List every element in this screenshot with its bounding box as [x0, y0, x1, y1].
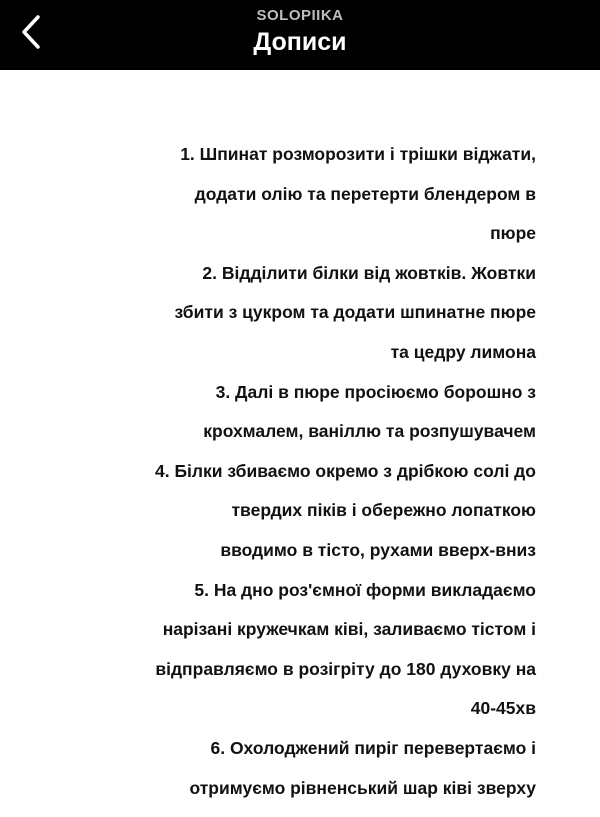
- post-line: твердих піків і обережно лопаткою: [231, 500, 536, 521]
- post-line: 40-45хв: [470, 698, 536, 719]
- post-line: та цедру лимона: [390, 341, 536, 362]
- post-line: отримуємо рівненський шар ківі зверху: [189, 777, 536, 798]
- post-line: додати олію та перетерти блендером в: [194, 183, 536, 204]
- post-text: [76, 135, 536, 808]
- post-line: нарізані кружечкам ківі, заливаємо тістом і: [162, 619, 536, 640]
- post-line: 6. Охолоджений пиріг перевертаємо і: [210, 737, 536, 758]
- post-line: вводимо в тісто, рухами вверх-вниз: [220, 539, 536, 560]
- post-line: 3. Далі в пюре просіюємо борошно з: [215, 381, 536, 402]
- account-name: SOLOPIIKA: [256, 7, 344, 24]
- page-title: Дописи: [253, 28, 347, 56]
- post-line: 2. Відділити білки від жовтків. Жовтки: [202, 262, 536, 283]
- post-line: крохмалем, ваніллю та розпушувачем: [203, 421, 536, 442]
- post-line: збити з цукром та додати шпинатне пюре: [174, 302, 536, 323]
- top-bar: [0, 0, 600, 70]
- post-line: 4. Білки збиваємо окремо з дрібкою солі до: [154, 460, 536, 481]
- post-line: 5. На дно роз'ємної форми викладаємо: [194, 579, 536, 600]
- post-line: 1. Шпинат розморозити і трішки віджати,: [180, 144, 536, 164]
- post-line: відправляємо в розігріту до 180 духовку на: [155, 658, 536, 679]
- post-line: пюре: [490, 223, 536, 244]
